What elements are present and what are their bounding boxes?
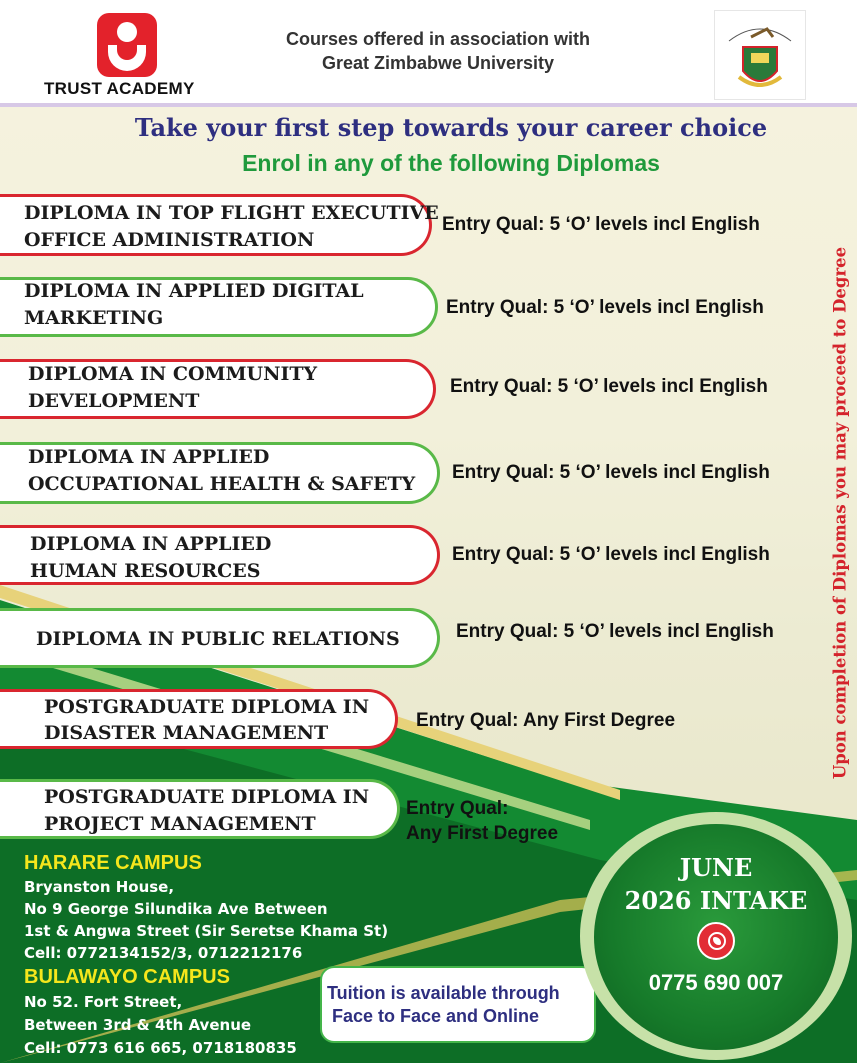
entry-qualification: Entry Qual: Any First Degree — [416, 710, 676, 731]
bulawayo-address-line: No 52. Fort Street, — [24, 993, 183, 1011]
degree-progression-note: Upon completion of Diplomas you may proceed to Degree — [830, 246, 850, 780]
course-name-line1: POSTGRADUATE DIPLOMA IN — [44, 696, 370, 718]
tuition-line-1: Tuition is available through — [327, 983, 560, 1003]
tuition-mode-box — [320, 966, 596, 1043]
course-name-line1: POSTGRADUATE DIPLOMA IN — [44, 786, 370, 808]
course-name-line1: DIPLOMA IN APPLIED DIGITAL — [24, 280, 364, 302]
course-name-line1: DIPLOMA IN PUBLIC RELATIONS — [36, 628, 400, 650]
course-name-line1: DIPLOMA IN APPLIED — [30, 533, 272, 555]
bulawayo-campus-title: BULAWAYO CAMPUS — [24, 966, 230, 988]
course-name-line1: DIPLOMA IN TOP FLIGHT EXECUTIVE — [24, 202, 439, 224]
course-name-line2: HUMAN RESOURCES — [30, 560, 261, 582]
course-name-line2: OCCUPATIONAL HEALTH & SAFETY — [28, 473, 416, 495]
logo-text: TRUST ACADEMY — [44, 79, 195, 98]
association-line-1: Courses offered in association with — [285, 29, 591, 49]
course-name-line1: DIPLOMA IN COMMUNITY — [28, 363, 318, 385]
entry-qualification: Entry Qual: 5 ‘O’ levels incl English — [452, 544, 770, 565]
course-name-line1: DIPLOMA IN APPLIED — [28, 446, 270, 468]
entry-qualification-line1: Entry Qual: — [406, 798, 509, 819]
entry-qualification: Entry Qual: 5 ‘O’ levels incl English — [446, 297, 764, 318]
bulawayo-address-line: Between 3rd & 4th Avenue — [24, 1016, 252, 1034]
entry-qualification: Entry Qual: 5 ‘O’ levels incl English — [450, 376, 768, 397]
tuition-line-2: Face to Face and Online — [332, 1006, 540, 1026]
university-seal-icon — [714, 10, 806, 100]
bulawayo-phone-line: Cell: 0773 616 665, 0718180835 — [24, 1039, 297, 1057]
harare-campus-title: HARARE CAMPUS — [24, 852, 202, 874]
harare-address-line: No 9 George Silundika Ave Between — [24, 900, 328, 918]
header — [0, 0, 857, 104]
page-subtitle: Enrol in any of the following Diplomas — [242, 150, 660, 176]
header-divider — [0, 103, 857, 107]
entry-qualification-line2: Any First Degree — [406, 823, 559, 844]
intake-month: JUNE — [679, 853, 753, 882]
whatsapp-icon[interactable] — [697, 922, 735, 960]
course-name-line2: PROJECT MANAGEMENT — [44, 813, 316, 835]
course-name-line2: MARKETING — [24, 307, 164, 329]
entry-qualification: Entry Qual: 5 ‘O’ levels incl English — [456, 621, 774, 642]
association-line-2: Great Zimbabwe University — [321, 53, 555, 73]
harare-address-line: Bryanston House, — [24, 878, 175, 896]
trust-academy-logo-icon — [97, 13, 157, 77]
intake-year: 2026 INTAKE — [624, 886, 808, 915]
entry-qualification: Entry Qual: 5 ‘O’ levels incl English — [442, 214, 760, 235]
harare-address-line: 1st & Angwa Street (Sir Seretse Khama St) — [24, 922, 389, 940]
page-title: Take your first step towards your career choice — [134, 113, 768, 142]
course-name-line2: DISASTER MANAGEMENT — [44, 722, 329, 744]
whatsapp-phone-number[interactable]: 0775 690 007 — [648, 970, 784, 995]
entry-qualification: Entry Qual: 5 ‘O’ levels incl English — [452, 462, 770, 483]
harare-phone-line: Cell: 0772134152/3, 0712212176 — [24, 944, 303, 962]
course-name-line2: DEVELOPMENT — [28, 390, 200, 412]
course-name-line2: OFFICE ADMINISTRATION — [24, 229, 315, 251]
